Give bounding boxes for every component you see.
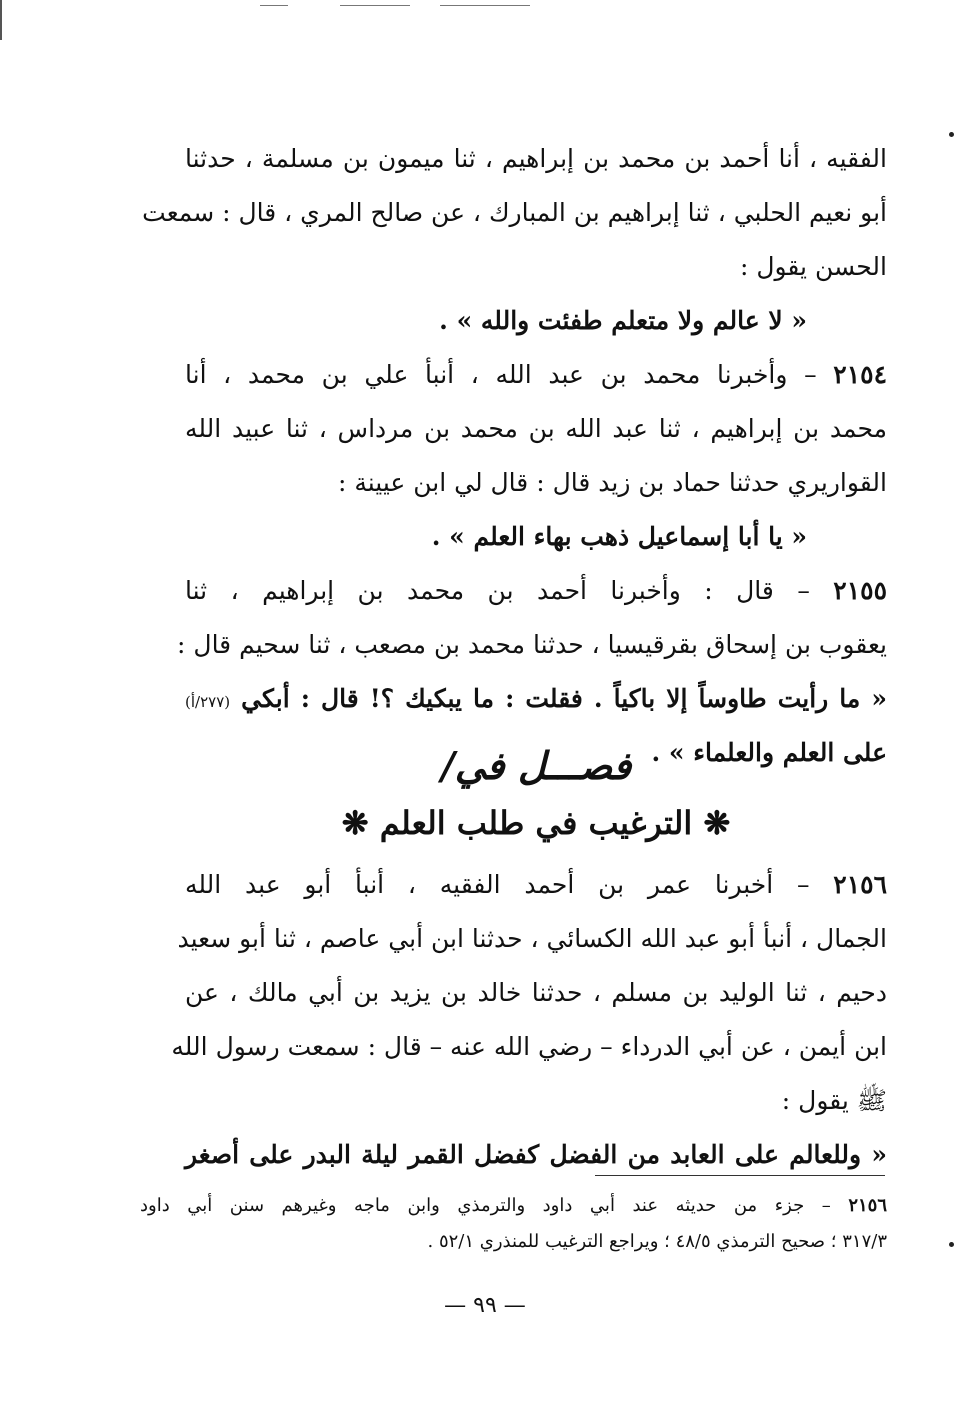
margin-dot [949, 1242, 954, 1247]
page-edge-line [0, 0, 2, 40]
top-rule [260, 5, 288, 6]
hadith-2156 [171, 858, 887, 1182]
text-line: ابن أيمن ، عن أبي الدرداء – رضي الله عنه – قال : سمعت رسول الله [171, 1032, 887, 1061]
text-line: القواريري حدثنا حماد بن زيد قال : قال لي ابن عيينة : [337, 468, 887, 497]
quote-line: « لا عالم ولا متعلم طفئت والله » . [439, 306, 807, 335]
quote-line: « يا أبا إسماعيل ذهب بهاء العلم » . [431, 522, 807, 551]
top-rule [340, 5, 410, 6]
margin-dot [949, 132, 954, 137]
footnote-text: – جزء من حديثه عند أبي داود والترمذي وابن ماجه وغيرهم سنن أبي داود [140, 1195, 831, 1216]
hadith-number: ٢١٥٦ [833, 870, 887, 899]
footnote-line [140, 1188, 887, 1224]
text-line: أبو نعيم الحلبي ، ثنا إبراهيم بن المبارك ، عن صالح المري ، قال : سمعت [142, 198, 887, 227]
top-rule [440, 5, 530, 6]
hadith-text: – وأخبرنا محمد بن عبد الله ، أنبأ علي بن محمد ، أنا [185, 360, 817, 389]
text-line: الحسن يقول : [739, 252, 887, 281]
main-text [142, 132, 888, 780]
quote-line: على العلم والعلماء » . [651, 738, 887, 767]
hadith-text: – أخبرنا عمر بن أحمد الفقيه ، أنبأ أبو عبد الله [185, 870, 810, 899]
text-line: محمد بن إبراهيم ، ثنا عبد الله بن محمد بن مرداس ، ثنا عبيد الله [185, 414, 887, 443]
section-title: ❋ الترغيب في طلب العلم ❋ [341, 804, 731, 842]
hadith-number: ٢١٥٥ [833, 576, 887, 605]
quote-text: « ما رأيت طاوساً إلا باكياً . فقلت : ما يبكيك ؟! قال : أبكي [241, 684, 887, 713]
hadith-text: – قال : وأخبرنا أحمد بن محمد بن إبراهيم ، ثنا [185, 576, 810, 605]
footnote-line: ٣١٧/٣ ؛ صحيح الترمذي ٤٨/٥ ؛ ويراجع الترغيب للمنذري ٥٢/١ . [427, 1231, 887, 1252]
hadith-number: ٢١٥٤ [833, 360, 888, 389]
quote-line: « وللعالم على العابد من الفضل كفضل القمر ليلة البدر على أصغر [185, 1140, 887, 1169]
text-line: ﷺ يقول : [781, 1086, 887, 1115]
footnote-number: ٢١٥٦ [848, 1195, 887, 1216]
chapter-heading: فصـــل في/ [440, 743, 632, 788]
quote-line [185, 672, 887, 726]
text-line: يعقوب بن إسحاق بقرقيسيا ، حدثنا محمد بن مصعب ، ثنا سحيم قال : [177, 630, 887, 659]
page-number: — ٩٩ — [444, 1293, 526, 1318]
hadith-2155-line [185, 564, 887, 618]
marginal-folio-note: (٢٧٧/أ) [185, 693, 231, 711]
hadith-2156-line [185, 858, 887, 912]
text-line: دحيم ، ثنا الوليد بن مسلم ، حدثنا خالد بن يزيد بن أبي مالك ، عن [185, 978, 887, 1007]
footnote-divider [595, 1175, 885, 1176]
hadith-2154-line [185, 348, 887, 402]
text-line: الفقيه ، أنا أحمد بن محمد بن إبراهيم ، ثنا ميمون بن مسلمة ، حدثنا [185, 144, 887, 173]
footnote [140, 1188, 887, 1260]
text-line: الجمال ، أنبأ أبو عبد الله الكسائي ، حدثنا ابن أبي عاصم ، ثنا أبو سعيد [177, 924, 887, 953]
